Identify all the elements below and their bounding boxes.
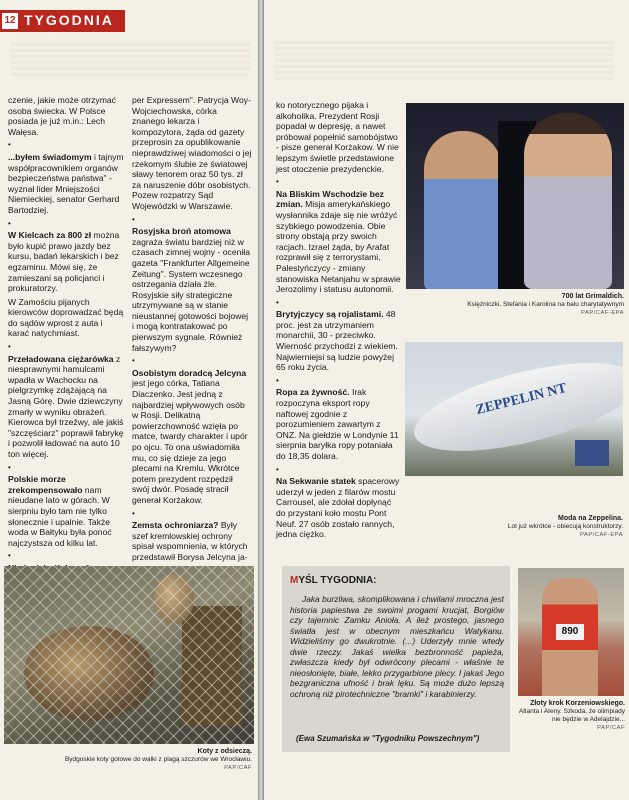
item-bullet: •: [132, 214, 135, 224]
item-bullet: •: [8, 218, 11, 228]
item-bullet: •: [132, 508, 135, 518]
news-item-lead: Przeładowana ciężarówka: [8, 353, 116, 364]
item-bullet: •: [276, 375, 279, 385]
princess-karolina-figure: [524, 113, 612, 289]
news-item: [132, 368, 252, 506]
item-bullet: •: [132, 356, 135, 366]
item-bullet: •: [8, 342, 11, 352]
news-column-2: [132, 95, 252, 566]
princess-stefania-figure: [424, 131, 502, 289]
runner-photo: [518, 568, 624, 696]
news-item-lead: W Kielcach za 800 zł: [8, 230, 94, 241]
zeppelin-photo: [405, 342, 623, 476]
zeppelin-caption: [405, 515, 623, 539]
cage-grid: [4, 566, 254, 744]
mysl-title-rest: YŚL TYGODNIA:: [298, 575, 377, 586]
page-number: 12: [2, 13, 18, 29]
news-item: [276, 100, 402, 174]
news-item-text: czenie, jakie może otrzymać osoba świecka. W Polsce posiada je już m.in.: Lech Wałęsa.: [8, 95, 116, 137]
news-item: [276, 309, 402, 373]
cats-caption-text: Bydgoskie koty gotowe do walki z plagą szczurów we Wrocławiu.: [64, 756, 252, 763]
news-item-lead: Na Sekwanie statek: [276, 476, 359, 487]
zeppelin-caption-credit: PAP/CAF-EPA: [580, 532, 623, 538]
runner-bib: 890: [556, 624, 584, 640]
news-item: [8, 354, 124, 460]
news-column-1: [8, 95, 124, 598]
news-column-3: [276, 100, 402, 543]
news-item-lead: Brytyjczycy są rojalistami.: [276, 309, 386, 320]
zeppelin-caption-text: Lot już wkrótce - obiecują konstruktorzy.: [507, 523, 623, 530]
news-item-text: jest jego córka, Tatiana Diaczenko. Jest jedną z najbardziej wpływowych osób w Rosji. Delikatną powierzchowność wzięła po matce, twardy charakter i upór po ojcu. To ona uświadomiła mu, co się dzieje za jego plecami na Kremlu. Wkrótce potem prezydent rozpędził swój dwór. Posadę stracił generał Korżakow.: [132, 378, 248, 505]
news-item-text: Misja amerykańskiego wysłannika zdaje się nie wróżyć szybkiego powodzenia. Obie strony obstają przy swoich racjach. Izrael żąda, by Arafat rozprawił się z terrorystami, Palestyńczycy - zmiany stanowiska Netanjahu w sprawie Jerozolimy i statusu autonomii.: [276, 199, 401, 295]
zeppelin-logo: ZEPPELIN NT: [474, 380, 569, 419]
news-item-text: W Zamościu pijanych kierowców doprowadzać będą do sądów wprost z auta i karać natychmiast.: [8, 296, 124, 339]
news-item: [132, 520, 252, 562]
news-item-text: i tajnym współpracownikiem organów bezpieczeństwa państwa" - wyznał lider Mniejszości Niemieckiej, senator Gerhard Bartodziej.: [8, 151, 124, 215]
news-item-text: ko notorycznego pijaka i alkoholika. Prezydent Rosji popadał w depresję, a nawet próbował popełnić samobójstwo - pisze generał Korżakow. W nie lepszym świetle przedstawione jest otoczenie prezydenckie.: [276, 100, 399, 174]
news-item: [132, 95, 252, 212]
cats-caption-credit: PAP/CAF: [224, 765, 252, 771]
news-item-lead: Ropa za żywność.: [276, 387, 352, 398]
royals-photo: [406, 103, 624, 289]
runner-caption-text: Atlanta i Ateny. Szkoda, że olimpiady nie będzie w Adelajdzie...: [518, 708, 625, 723]
royals-caption: [406, 293, 624, 317]
news-item: [8, 474, 124, 548]
news-item: [276, 189, 402, 295]
news-item-text: Irak rozpoczyna eksport ropy naftowej zgodnie z porozumieniem zawartym z ONZ. Na giełdzie w Londynie 11 sierpnia baryłka ropy potaniała do 18,35 dolara.: [276, 387, 399, 461]
news-item-lead: Zemsta ochroniarza?: [132, 520, 221, 531]
news-item-text: można było kupić prawo jazdy bez kursu, badań lekarskich i bez egzaminu. Mówi się, że zamieszani są policjanci i prokuratorzy.: [8, 230, 120, 294]
item-bullet: •: [276, 297, 279, 307]
royals-caption-credit: PAP/CAF-EPA: [581, 310, 624, 316]
news-item: [8, 297, 124, 339]
news-item-lead: ...byłem świadomym: [8, 151, 94, 162]
item-bullet: •: [8, 551, 11, 561]
cats-caption: [6, 748, 252, 772]
royals-caption-title: 700 lat Grimaldich.: [561, 293, 624, 300]
news-item-lead: Rosyjska broń atomowa: [132, 226, 231, 237]
news-item: [8, 152, 124, 216]
news-item-text: spacerowy uderzył w jeden z filarów mostu Carrousel, ale zdołał dopłynąć do przystani koło mostu Pont Neuf. 27 osób zostało rannych, jedna ciężko.: [276, 476, 400, 540]
left-page: [0, 0, 258, 800]
news-item-lead: Na Bliskim Wschodzie bez zmian.: [276, 188, 384, 210]
cats-caption-title: Koty z odsieczą.: [197, 748, 252, 755]
news-item-text: z niesprawnymi hamulcami wpadła w Wachocku na pielgrzymkę zdążającą na Jasną Górę. Dwie dziewczyny zmarły w wyniku obrażeń. Kierowca był trzeźwy, ale jakiś "szczęściarz" poprawił fabrykę i pozwolił ładować na auto 10 ton więcej.: [8, 353, 124, 459]
item-bullet: •: [276, 464, 279, 474]
news-item-text: 48 proc. jest za utrzymaniem monarchii, 30 - przeciwko. Wierność przychodzi z wiekiem. Najwierniejsi są ludzie powyżej 65 roku życia.: [276, 309, 398, 373]
news-item-lead: Polskie morze zrekompensowało: [8, 474, 85, 495]
mysl-tygodnia-box: [282, 566, 510, 752]
news-item-text: Były szef kremlowskiej ochrony spisał wspomnienia, w których przedstawił Borysa Jelcyna ja-: [132, 520, 248, 562]
cats-photo: [4, 566, 254, 744]
zeppelin-caption-title: Moda na Zeppelina.: [558, 515, 623, 522]
truck: [575, 440, 609, 466]
masthead-ghost: [10, 40, 250, 76]
mysl-text: Jaka burzliwa, skomplikowana i chwilami mroczna jest historia papiestwa ze swoimi progami krucjat, Borgiów czy tajemnic Zamku Anioła. A ileż prostego, jasnego światła jest w obecnym mieszkańcu Watykanu. Widzieliśmy go dwukrotnie. (...) Uderzyły mnie wtedy dwie rzeczy. Jakaś wielka bezbronność papieża, zwłaszcza kiedy był odwrócony plecami - właśnie te nieosłonięte, białe, lekko przygarbione plecy. I jakaś Jego bezgraniczna ufność i brak lęku. Są może dużo lepszą ochroną niż pirotechniczne "bramki" i karabinierzy.: [290, 594, 504, 699]
news-item-text: per Expressem". Patrycja Woy-Wojciechowska, córka znanego lekarza i kompozytora, żąda od gazety przeprosin za opublikowanie nieprawdziwej wiadomości o jej rzekomym ślubie ze światowej sławy tenorem oraz 50 tys. zł za naruszenie dóbr osobistych. Pozew rozpatrzy Sąd Wojewódzki w Warszawie.: [132, 95, 252, 211]
masthead-ghost-right: [274, 40, 614, 80]
news-item: [276, 476, 402, 540]
item-bullet: •: [276, 177, 279, 187]
news-item-text: zagraża światu bardziej niż w czasach zimnej wojny - oceniła gazeta "Frankfurter Allgemeine Zeitung". System wczesnego ostrzegania działa źle. Rosyjskie siły strategiczne utrzymywane są w stanie nieustannej gotowości bojowej i mogą kontratakować po pierwszym sygnale. Również fałszywym?: [132, 236, 250, 353]
news-item: [132, 226, 252, 353]
news-item: [276, 387, 402, 461]
news-item: [8, 230, 124, 294]
mysl-source: (Ewa Szumańska w "Tygodniku Powszechnym"): [296, 734, 480, 743]
item-bullet: •: [8, 462, 11, 472]
mysl-title: [290, 575, 377, 586]
mysl-title-initial: M: [290, 575, 299, 586]
runner-caption: [515, 700, 625, 732]
news-item: [8, 95, 124, 137]
section-title: TYGODNIA: [24, 12, 114, 28]
news-item-text: nam nieudane lato w górach. W sierpniu było tam nie tylko słonecznie i upalnie. Także woda w Bałtyku była ponoć najczystsza od kilku lat.: [8, 484, 112, 548]
news-item-lead: Osobistym doradcą Jelcyna: [132, 367, 247, 378]
runner-caption-credit: PAP/CAF: [597, 725, 625, 731]
royals-caption-text: Księżniczki, Stefania i Karolina na balu charytatywnym: [467, 301, 624, 308]
item-bullet: •: [8, 140, 11, 150]
runner-caption-title: Złoty krok Korzeniowskiego.: [530, 700, 625, 707]
